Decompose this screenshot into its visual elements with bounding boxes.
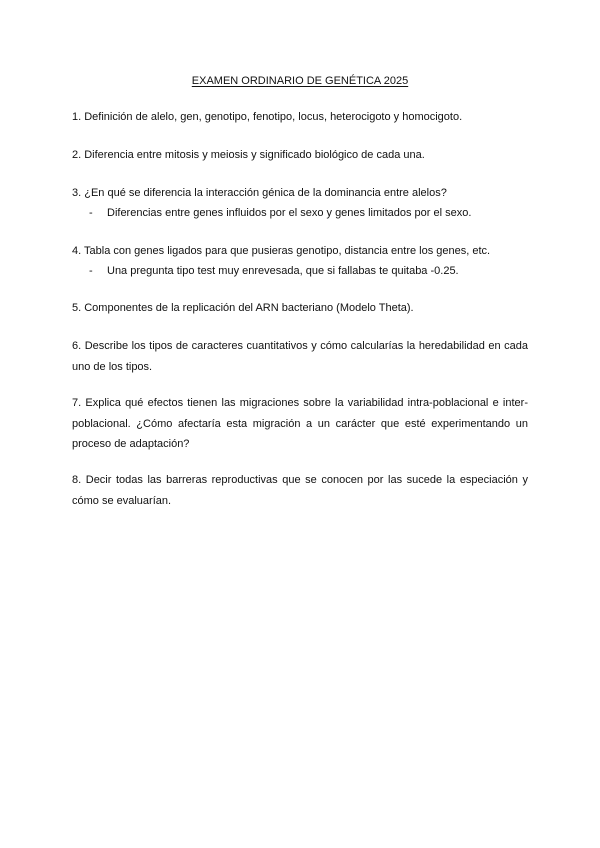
question-6: 6. Describe los tipos de caracteres cuantitativos y cómo calcularías la heredabilidad en cada uno de los tipos.: [72, 340, 528, 373]
question-5: 5. Componentes de la replicación del ARN bacteriano (Modelo Theta).: [72, 302, 414, 314]
bullet-dash: -: [89, 265, 93, 277]
question-8: 8. Decir todas las barreras reproductivas que se conocen por las sucede la especiación y cómo se evaluarían.: [72, 474, 528, 507]
question-2: 2. Diferencia entre mitosis y meiosis y significado biológico de cada una.: [72, 149, 425, 161]
bullet-dash: -: [89, 207, 93, 219]
question-3-subitem-text: Diferencias entre genes influidos por el sexo y genes limitados por el sexo.: [107, 207, 472, 219]
exam-title: EXAMEN ORDINARIO DE GENÉTICA 2025: [191, 75, 409, 87]
question-1: 1. Definición de alelo, gen, genotipo, fenotipo, locus, heterocigoto y homocigoto.: [72, 111, 463, 123]
question-3: 3. ¿En qué se diferencia la interacción génica de la dominancia entre alelos?: [72, 187, 447, 199]
question-7: 7. Explica qué efectos tienen las migraciones sobre la variabilidad intra-poblacional e inter-poblacional. ¿Cómo afectaría esta migración a un carácter que esté experimentando un proceso de adaptación?: [72, 397, 528, 450]
question-4: 4. Tabla con genes ligados para que pusieras genotipo, distancia entre los genes, etc.: [72, 245, 491, 257]
question-4-subitem-text: Una pregunta tipo test muy enrevesada, que si fallabas te quitaba -0.25.: [107, 265, 459, 277]
